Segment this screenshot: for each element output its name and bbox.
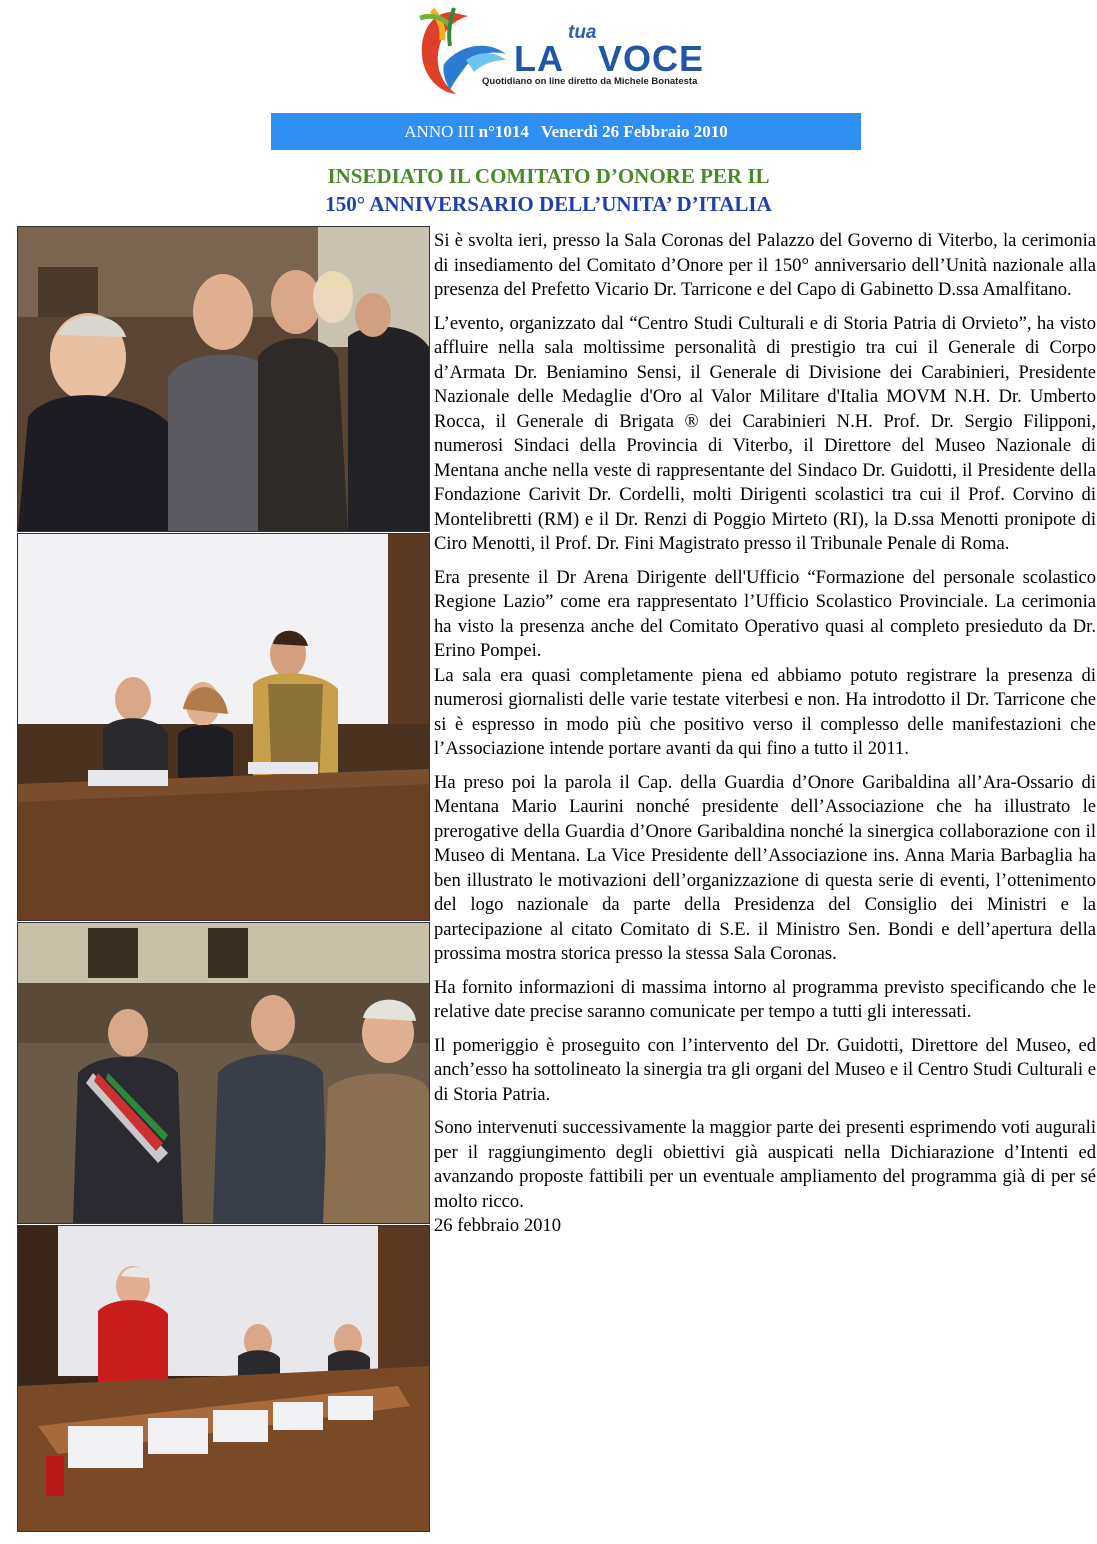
logo-voce-text: VOCE	[598, 38, 705, 79]
headline-line-1: INSEDIATO IL COMITATO D’ONORE PER IL	[327, 164, 770, 188]
issue-date: Venerdì 26 Febbraio 2010	[540, 121, 728, 141]
article-paragraph: L’evento, organizzato dal “Centro Studi Culturali e di Storia Patria di Orvieto”, ha visto affluire nella sala moltissime personalità di prestigio tra cui il Generale di Corpo d’Armata Dr. Beniamino Sensi, il Generale di Divisione dei Carabinieri, Presidente Nazionale delle Medaglie d'Oro al Valor Militare d'Italia MOVM N.H. Dr. Umberto Rocca, il Generale di Brigata ® dei Carabinieri N.H. Prof. Dr. Sergio Filipponi, numerosi Sindaci della Provincia di Viterbo, il Direttore del Museo Nazionale di Mentana anche nella veste di rappresentante del Sindaco Dr. Guidotti, il Presidente della Fondazione Carivit Dr. Cordelli, molti Dirigenti scolastici tra cui il Prof. Corvino di Montelibretti (RM) e il Dr. Renzi di Poggio Mirteto (RI), la D.ssa Menotti pronipote di Ciro Menotti, il Prof. Dr. Fini Magistrato presso il Tribunale Penale di Roma.	[434, 312, 1096, 554]
article-paragraph: Ha preso poi la parola il Cap. della Guardia d’Onore Garibaldina all’Ara-Ossario di Mentana Mario Laurini nonché presidente dell’Associazione che ha illustrato le prerogative della Guardia d’Onore Garibaldina nonché la sinergica collaborazione con il Museo di Mentana. La Vice Presidente dell’Associazione ins. Anna Maria Barbaglia ha ben illustrato le motivazioni dell’organizzazione di questa serie di eventi, l’ottenimento del logo nazionale da parte della Presidenza del Consiglio dei Ministri e la partecipazione al citato Comitato di S.E. il Ministro Sen. Bondi e dell’apertura della prossima mostra storica presso la stessa Sala Coronas.	[434, 771, 1096, 964]
article-paragraph: La sala era quasi completamente piena ed abbiamo potuto registrare la presenza di numerosi giornalisti delle varie testate viterbesi e non. Ha introdotto il Dr. Tarricone che si è espresso in modo più che positivo verso il complesso delle manifestazioni che l’Associazione intende portare avanti da qui fino a tutto il 2011.	[434, 664, 1096, 759]
article-paragraph: Sono intervenuti successivamente la maggior parte dei presenti esprimendo voti augurali per il raggiungimento degli obiettivi già auspicati nella Dichiarazione d’Intenti ed avanzando proposte fattibili per un eventuale ampliamento del programma già di per sé molto ricco.	[434, 1117, 1096, 1212]
logo-la-text: LA	[514, 38, 564, 79]
article-date-line: 26 febbraio 2010	[434, 1215, 562, 1236]
logo-tagline: Quotidiano on line diretto da Michele Bonatesta	[482, 76, 698, 87]
article-paragraph: Il pomeriggio è proseguito con l’intervento del Dr. Guidotti, Direttore del Museo, ed anch’esso ha sottolineato la sinergia tra gli organi del Museo e il Centro Studi Culturali e di Storia Patria.	[434, 1034, 1096, 1105]
photo-speaker-table	[17, 533, 430, 921]
article-paragraph: Ha fornito informazioni di massima intorno al programma previsto specificando che le relative date precise saranno comunicate per tempo a tutti gli interessati.	[434, 976, 1096, 1022]
issue-year: ANNO III	[404, 121, 475, 141]
masthead-logo	[410, 4, 730, 104]
photo-mayor-with-sash	[17, 922, 430, 1224]
article-paragraph: Si è svolta ieri, presso la Sala Coronas del Palazzo del Governo di Viterbo, la cerimonia di insediamento del Comitato d’Onore per il 150° anniversario dell’Unità nazionale alla presenza del Prefetto Vicario Dr. Tarricone e del Capo di Gabinetto D.ssa Amalfitano.	[434, 230, 1096, 300]
article-body	[434, 229, 1096, 1239]
photo-red-jacket-speaker	[17, 1225, 430, 1532]
logo-tua-text: tua	[568, 22, 597, 43]
article-paragraph: Era presente il Dr Arena Dirigente dell'Ufficio “Formazione del personale scolastico Regione Lazio” come era rappresentato l’Ufficio Scolastico Provinciale. La cerimonia ha visto la presenza anche del Comitato Operativo quasi al completo presieduto da Dr. Erino Pompei.	[434, 566, 1096, 661]
issue-number: n°1014	[478, 121, 529, 141]
issue-bar	[271, 113, 861, 150]
headline-line-2: 150° ANNIVERSARIO DELL’UNITA’ D’ITALIA	[325, 192, 772, 216]
photo-audience-front-row	[17, 226, 430, 532]
